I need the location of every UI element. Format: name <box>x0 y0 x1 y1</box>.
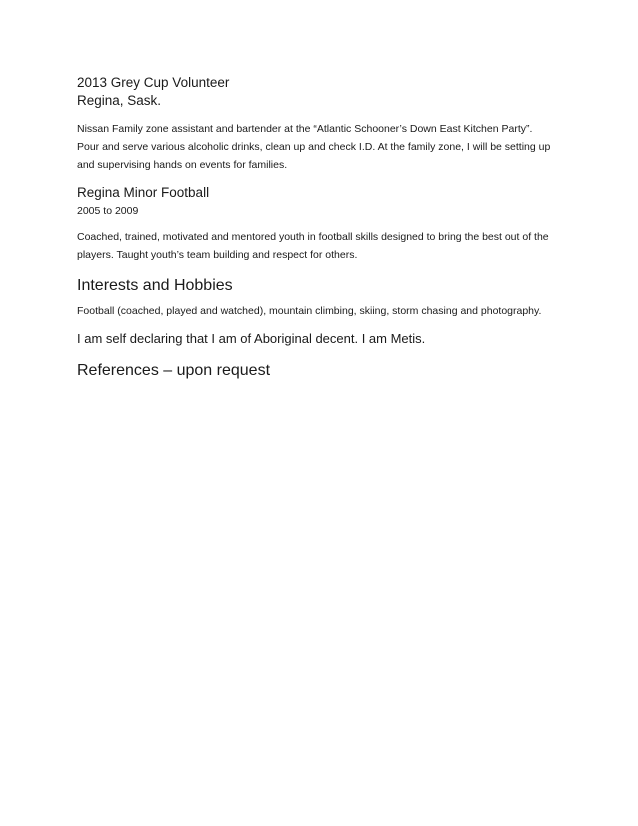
interests-heading: Interests and Hobbies <box>77 277 233 294</box>
football-description: Coached, trained, motivated and mentored youth in football skills designed to bring the best out of the players. Taught youth’s team building and respect for others. <box>77 231 549 261</box>
aboriginal-declaration: I am self declaring that I am of Aboriginal decent. I am Metis. <box>77 331 426 346</box>
volunteer-description: Nissan Family zone assistant and bartender at the “Atlantic Schooner’s Down East Kitchen Party”. Pour and serve various alcoholic drinks, clean up and check I.D. At the family zone, I will be setting up and supervising hands on events for families. <box>77 123 551 171</box>
resume-content <box>77 74 552 381</box>
volunteer-title: 2013 Grey Cup Volunteer <box>77 75 230 90</box>
volunteer-section <box>77 74 552 174</box>
interests-text: Football (coached, played and watched), mountain climbing, skiing, storm chasing and photography. <box>77 305 542 317</box>
references-heading: References – upon request <box>77 362 271 379</box>
interests-section <box>77 276 552 320</box>
football-section <box>77 184 552 264</box>
volunteer-location: Regina, Sask. <box>77 93 162 108</box>
football-title: Regina Minor Football <box>77 185 210 200</box>
football-dates: 2005 to 2009 <box>77 205 139 217</box>
